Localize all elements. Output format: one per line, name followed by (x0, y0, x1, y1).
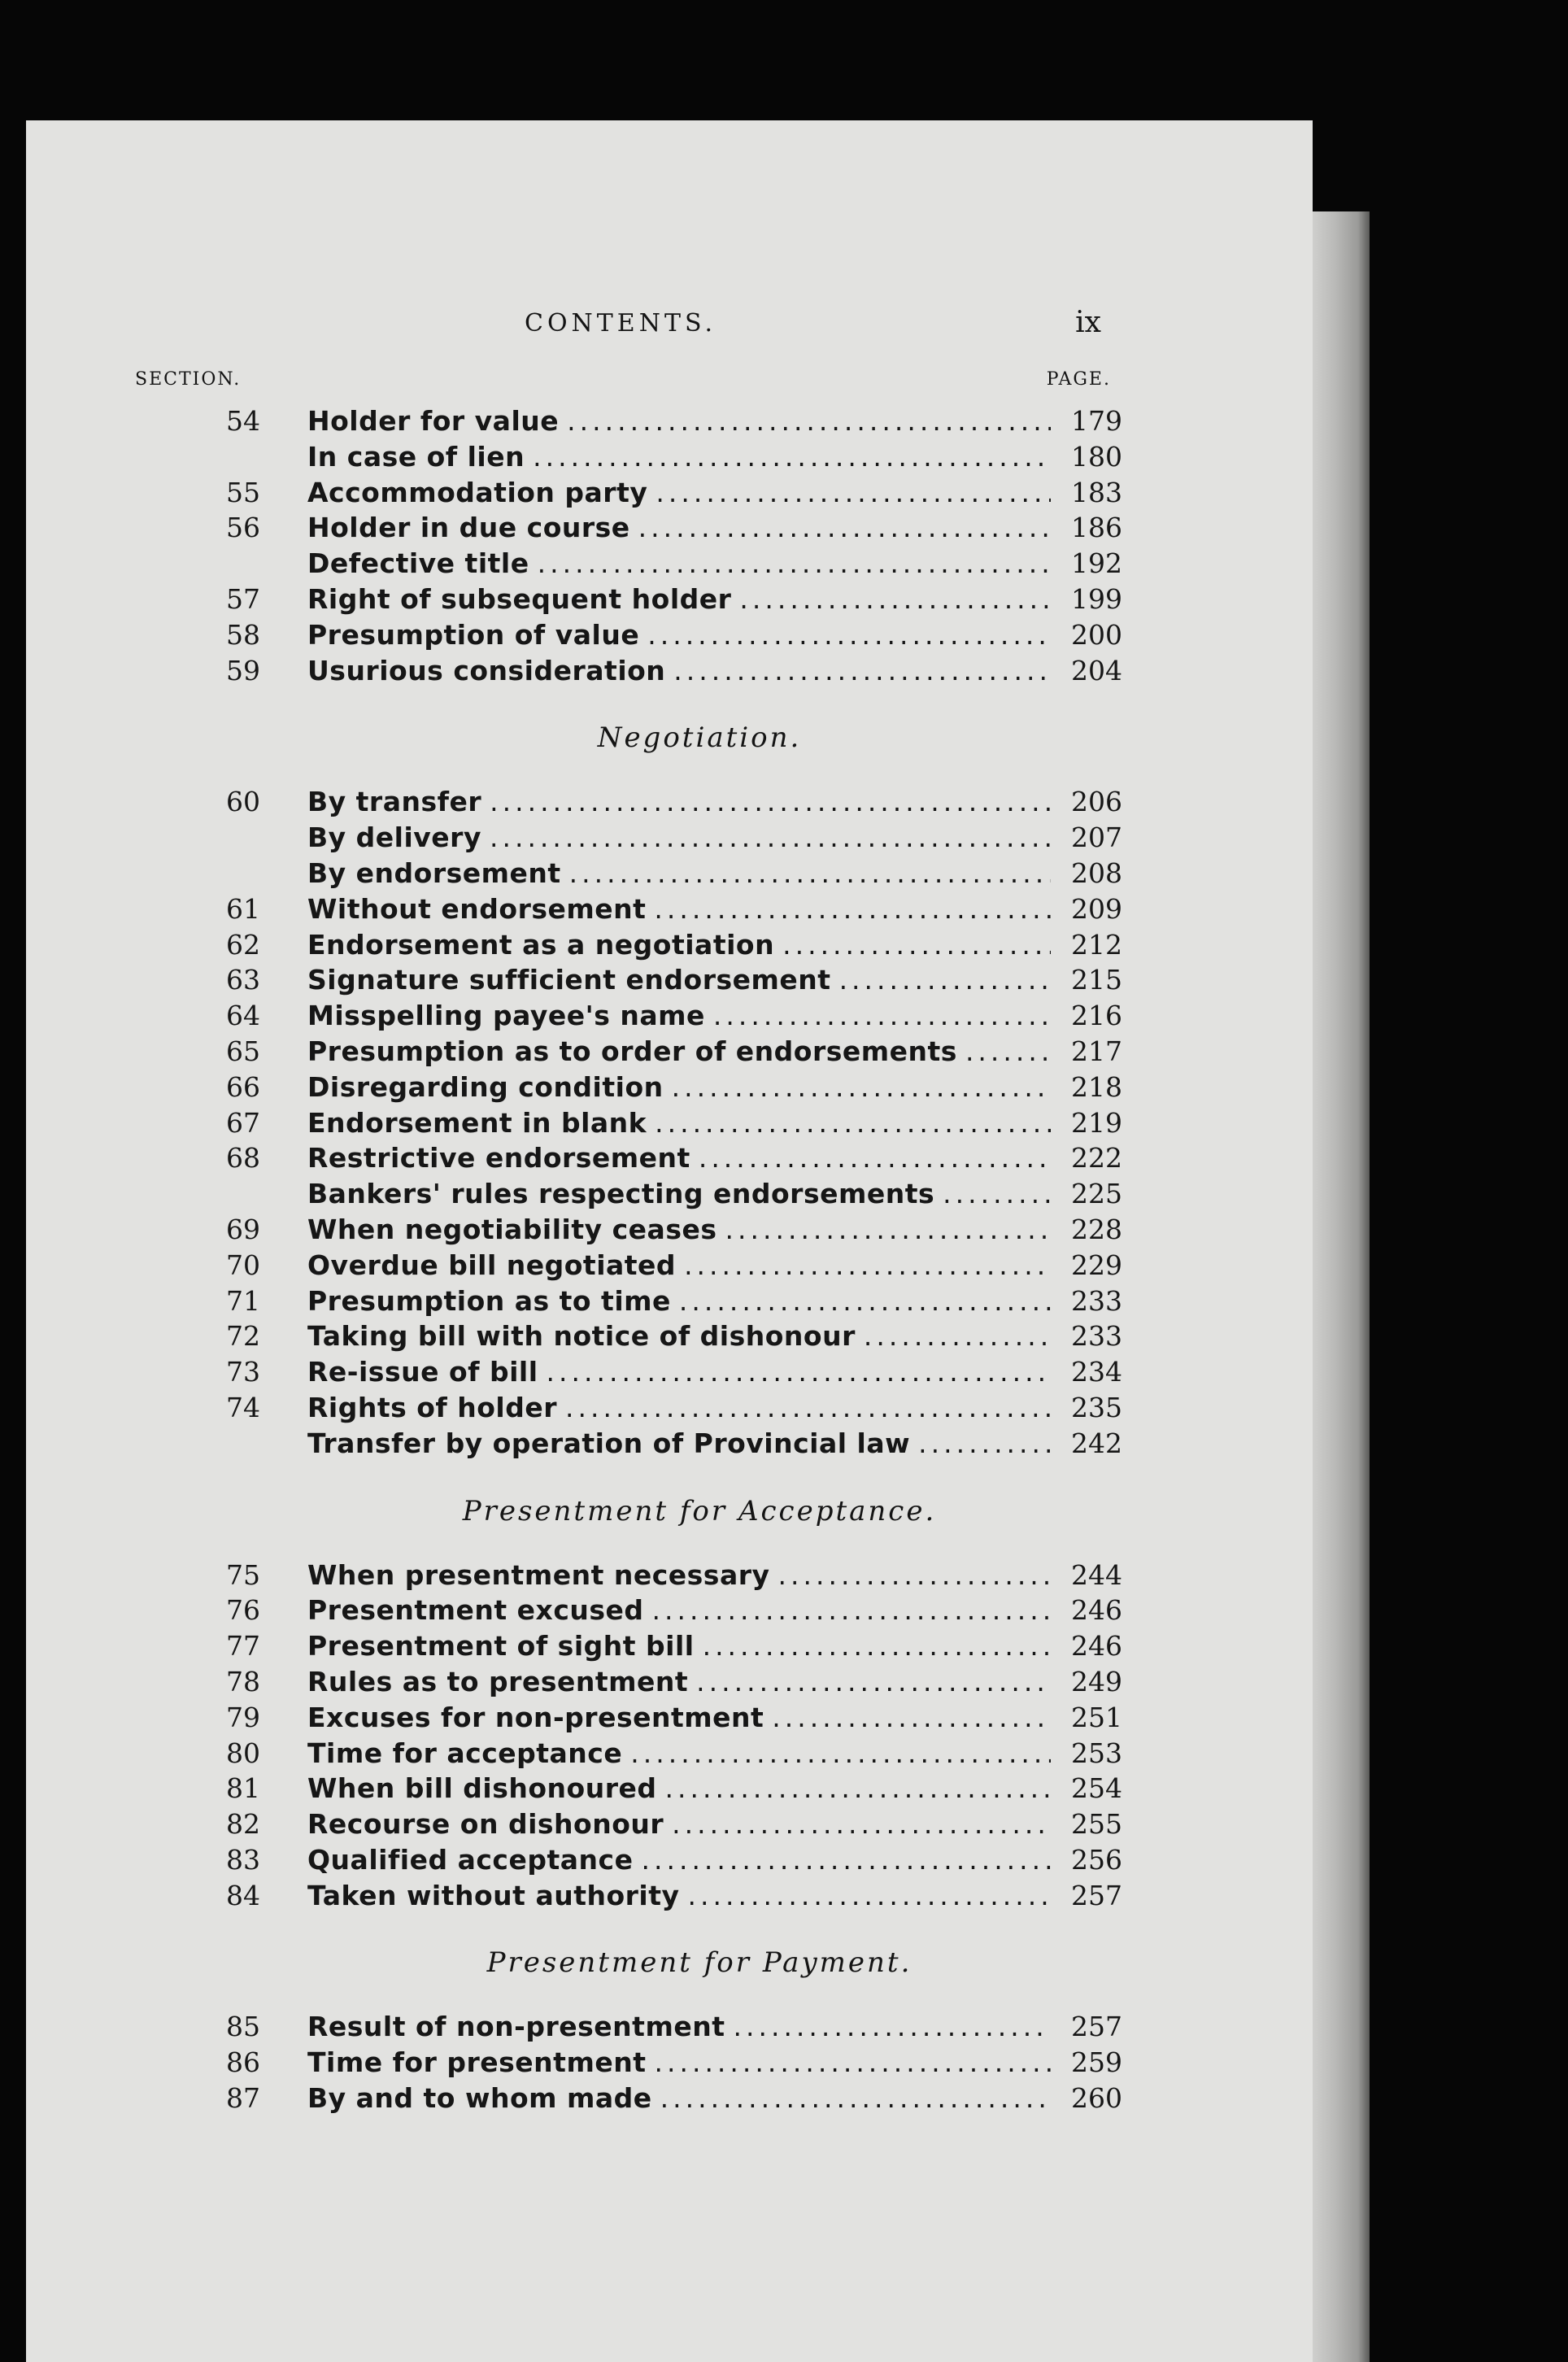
contents-entry (171, 1249, 1130, 1285)
dot-leader (533, 441, 1051, 473)
subsection-heading: Presentment for Payment. (486, 1946, 912, 1980)
section-number: 78 (226, 1665, 260, 1697)
dot-leader (965, 1035, 1051, 1067)
page-reference: 228 (1071, 1213, 1122, 1245)
section-number: 61 (226, 892, 260, 925)
section-number: 65 (226, 1035, 260, 1067)
entry-title: Right of subsequent holder (307, 582, 732, 615)
entry-title: Presumption as to order of endorsements (307, 1035, 957, 1067)
entry-title: Usurious consideration (307, 654, 666, 686)
entry-title: Re-issue of bill (307, 1356, 538, 1388)
entry-title: Rules as to presentment (307, 1665, 689, 1697)
section-number: 63 (226, 964, 260, 996)
section-number: 72 (226, 1320, 260, 1353)
entry-title: Holder for value (307, 405, 560, 437)
dot-leader (538, 547, 1051, 579)
page-reference: 192 (1071, 547, 1122, 580)
dot-leader (654, 2046, 1051, 2078)
entry-title: Overdue bill negotiated (307, 1249, 677, 1281)
section-number: 73 (226, 1356, 260, 1388)
contents-entry (171, 547, 1130, 583)
entry-title: When presentment necessary (307, 1558, 770, 1591)
dot-leader (652, 1594, 1051, 1626)
section-column-label: SECTION. (135, 369, 242, 390)
page-reference: 242 (1071, 1427, 1122, 1459)
subsection-heading: Presentment for Acceptance. (462, 1494, 937, 1527)
page-reference: 199 (1071, 582, 1122, 615)
dot-leader (679, 1285, 1051, 1317)
section-number: 58 (226, 618, 260, 651)
dot-leader (660, 2082, 1051, 2114)
page-reference: 235 (1071, 1391, 1122, 1423)
dot-leader (725, 1214, 1052, 1245)
section-number: 83 (226, 1843, 260, 1876)
entry-title: By delivery (307, 821, 481, 854)
entry-title: Defective title (307, 547, 529, 580)
dot-leader (684, 1249, 1051, 1281)
page-reference: 260 (1071, 2082, 1122, 2115)
section-number: 54 (226, 405, 260, 437)
contents-entry (171, 1844, 1130, 1880)
entry-title: Rights of holder (307, 1391, 558, 1423)
page-reference: 257 (1071, 2011, 1122, 2043)
entry-title: Signature sufficient endorsement (307, 964, 831, 996)
contents-entry (171, 619, 1130, 655)
entry-title: When negotiability ceases (307, 1213, 717, 1245)
section-number: 75 (226, 1558, 260, 1591)
subsection-heading: Negotiation. (597, 721, 802, 755)
contents-entry (171, 1392, 1130, 1427)
page-reference: 255 (1071, 1808, 1122, 1841)
entry-title: Endorsement in blank (307, 1106, 647, 1139)
dot-leader (733, 2011, 1051, 2042)
section-number: 69 (226, 1213, 260, 1245)
contents-entry (171, 1071, 1130, 1107)
section-number: 71 (226, 1284, 260, 1317)
page-edge (1313, 211, 1370, 2362)
dot-leader (672, 1071, 1051, 1103)
section-number: 64 (226, 1000, 260, 1032)
page-reference: 233 (1071, 1320, 1122, 1353)
contents-entry (171, 583, 1130, 619)
contents-entry (171, 964, 1130, 1000)
page-reference: 229 (1071, 1249, 1122, 1281)
page-reference: 217 (1071, 1035, 1122, 1067)
column-headings (135, 369, 1130, 405)
section-number: 66 (226, 1070, 260, 1103)
contents-entry (171, 441, 1130, 477)
section-number: 76 (226, 1594, 260, 1627)
section-number: 84 (226, 1879, 260, 1911)
dot-leader (565, 1392, 1051, 1423)
dot-leader (569, 857, 1051, 889)
page-reference: 208 (1071, 856, 1122, 889)
contents-entry (171, 2082, 1130, 2118)
page-reference: 183 (1071, 476, 1122, 508)
section-number: 85 (226, 2011, 260, 2043)
entry-title: By endorsement (307, 856, 561, 889)
section-number: 82 (226, 1808, 260, 1841)
entry-title: By and to whom made (307, 2082, 652, 2115)
dot-leader (713, 1000, 1051, 1031)
dot-leader (696, 1666, 1051, 1697)
section-number: 56 (226, 512, 260, 544)
dot-leader (772, 1702, 1051, 1733)
dot-leader (673, 655, 1051, 686)
contents-list (171, 405, 1130, 2118)
page-number: ix (1075, 306, 1101, 339)
entry-title: Bankers' rules respecting endorsements (307, 1178, 935, 1210)
entry-title: Time for acceptance (307, 1737, 623, 1769)
dot-leader (641, 1844, 1051, 1876)
entry-title: Disregarding condition (307, 1070, 664, 1103)
entry-title: Without endorsement (307, 892, 647, 925)
contents-entry (171, 929, 1130, 965)
entry-title: By transfer (307, 786, 482, 818)
dot-leader (630, 1737, 1051, 1769)
section-number: 57 (226, 582, 260, 615)
page-reference: 207 (1071, 821, 1122, 854)
dot-leader (672, 1808, 1051, 1840)
contents-entry (171, 2046, 1130, 2082)
contents-entry (171, 405, 1130, 441)
entry-title: Result of non-presentment (307, 2011, 725, 2043)
page-reference: 216 (1071, 1000, 1122, 1032)
contents-entry (171, 1559, 1130, 1595)
page-reference: 246 (1071, 1594, 1122, 1627)
entry-title: Qualified acceptance (307, 1843, 634, 1876)
contents-entry (171, 1142, 1130, 1178)
section-number: 67 (226, 1106, 260, 1139)
contents-entry (171, 1737, 1130, 1773)
section-number: 87 (226, 2082, 260, 2115)
page-reference: 225 (1071, 1178, 1122, 1210)
contents-entry (171, 821, 1130, 857)
section-number: 74 (226, 1391, 260, 1423)
entry-title: Transfer by operation of Provincial law (307, 1427, 911, 1459)
contents-entry (171, 1320, 1130, 1356)
dot-leader (654, 893, 1051, 925)
dot-leader (918, 1427, 1051, 1459)
contents-entry (171, 1880, 1130, 1915)
page-reference: 259 (1071, 2046, 1122, 2079)
page-reference: 234 (1071, 1356, 1122, 1388)
dot-leader (699, 1142, 1051, 1174)
entry-title: Taking bill with notice of dishonour (307, 1320, 856, 1353)
page-reference: 253 (1071, 1737, 1122, 1769)
page-reference: 257 (1071, 1879, 1122, 1911)
section-number: 77 (226, 1630, 260, 1663)
page-reference: 256 (1071, 1843, 1122, 1876)
contents-entry (171, 1666, 1130, 1702)
entry-title: Accommodation party (307, 476, 648, 508)
dot-leader (567, 405, 1051, 437)
dot-leader (839, 964, 1051, 996)
dot-leader (490, 821, 1051, 853)
contents-entry (171, 1356, 1130, 1392)
contents-entry (171, 655, 1130, 691)
page-reference: 200 (1071, 618, 1122, 651)
dot-leader (943, 1178, 1051, 1209)
entry-title: Taken without authority (307, 1879, 680, 1911)
entry-title: Misspelling payee's name (307, 1000, 705, 1032)
contents-entry (171, 1214, 1130, 1249)
page-reference: 254 (1071, 1772, 1122, 1805)
page-reference: 222 (1071, 1142, 1122, 1174)
entry-title: In case of lien (307, 440, 525, 473)
contents-entry (171, 1035, 1130, 1071)
entry-title: Recourse on dishonour (307, 1808, 664, 1841)
page-reference: 251 (1071, 1701, 1122, 1733)
page-reference: 204 (1071, 654, 1122, 686)
contents-entry (171, 512, 1130, 547)
contents-entry (171, 2011, 1130, 2046)
contents-entry (171, 786, 1130, 821)
contents-page (135, 306, 1130, 2118)
page-reference: 233 (1071, 1284, 1122, 1317)
section-number: 86 (226, 2046, 260, 2079)
contents-entry (171, 893, 1130, 929)
section-number: 60 (226, 786, 260, 818)
page-reference: 215 (1071, 964, 1122, 996)
entry-title: Restrictive endorsement (307, 1142, 690, 1174)
page-reference: 246 (1071, 1630, 1122, 1663)
entry-title: Presentment excused (307, 1594, 644, 1627)
contents-entry (171, 1772, 1130, 1808)
contents-entry (171, 477, 1130, 512)
running-head (171, 306, 1130, 358)
page-reference: 218 (1071, 1070, 1122, 1103)
entry-title: Presumption of value (307, 618, 640, 651)
contents-entry (171, 1427, 1130, 1463)
dot-leader (782, 929, 1051, 961)
page-reference: 209 (1071, 892, 1122, 925)
entry-title: When bill dishonoured (307, 1772, 657, 1805)
page-reference: 212 (1071, 928, 1122, 961)
contents-entry (171, 1107, 1130, 1143)
entry-title: Presumption as to time (307, 1284, 671, 1317)
dot-leader (490, 786, 1051, 817)
dot-leader (739, 583, 1051, 615)
contents-entry (171, 857, 1130, 893)
section-number: 59 (226, 654, 260, 686)
contents-entry (171, 1178, 1130, 1214)
page-reference: 186 (1071, 512, 1122, 544)
entry-title: Holder in due course (307, 512, 630, 544)
page-reference: 219 (1071, 1106, 1122, 1139)
contents-entry (171, 1702, 1130, 1737)
dot-leader (688, 1880, 1051, 1911)
dot-leader (638, 512, 1051, 543)
page-column-label: PAGE. (1046, 369, 1111, 390)
contents-entry (171, 1808, 1130, 1844)
contents-entry (171, 1630, 1130, 1666)
dot-leader (864, 1320, 1051, 1352)
section-number: 81 (226, 1772, 260, 1805)
section-number: 80 (226, 1737, 260, 1769)
page-reference: 249 (1071, 1665, 1122, 1697)
section-number: 70 (226, 1249, 260, 1281)
page-reference: 179 (1071, 405, 1122, 437)
section-number: 68 (226, 1142, 260, 1174)
dot-leader (656, 477, 1051, 508)
dot-leader (778, 1559, 1051, 1591)
dot-leader (655, 1107, 1051, 1139)
running-title: CONTENTS. (525, 309, 716, 338)
dot-leader (664, 1772, 1051, 1804)
section-number: 55 (226, 476, 260, 508)
page-reference: 180 (1071, 440, 1122, 473)
entry-title: Endorsement as a negotiation (307, 928, 775, 961)
dot-leader (703, 1630, 1051, 1662)
entry-title: Presentment of sight bill (307, 1630, 695, 1663)
dot-leader (547, 1356, 1051, 1388)
contents-entry (171, 1000, 1130, 1035)
page-reference: 206 (1071, 786, 1122, 818)
section-number: 79 (226, 1701, 260, 1733)
section-number: 62 (226, 928, 260, 961)
entry-title: Time for presentment (307, 2046, 647, 2079)
dot-leader (647, 619, 1051, 651)
contents-entry (171, 1594, 1130, 1630)
contents-entry (171, 1285, 1130, 1321)
page-reference: 244 (1071, 1558, 1122, 1591)
entry-title: Excuses for non-presentment (307, 1701, 764, 1733)
